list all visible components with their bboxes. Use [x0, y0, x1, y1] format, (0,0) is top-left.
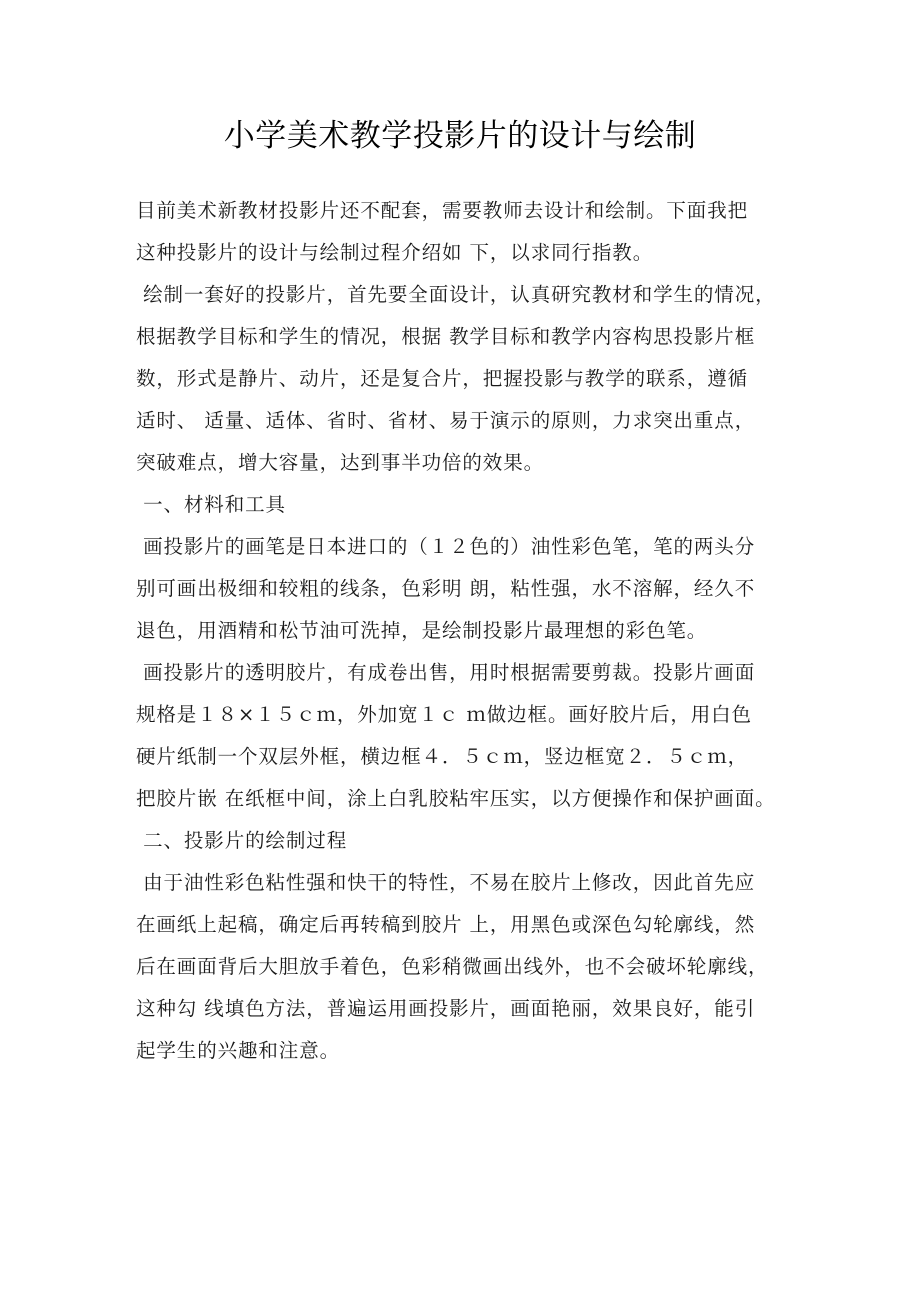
paragraph-design-line-3: 数，形式是静片、动片，还是复合片，把握投影与教学的联系，遵循: [136, 367, 749, 390]
paragraph-pens-line-3: 退色，用酒精和松节油可洗掉，是绘制投影片最理想的彩色笔。: [136, 619, 708, 642]
paragraph-film-line-4: 把胶片嵌 在纸框中间，涂上白乳胶粘牢压实，以方便操作和保护画面。: [136, 787, 776, 810]
paragraph-film-line-3: 硬片纸制一个双层外框，横边框４．５ｃｍ，竖边框宽２．５ｃｍ，: [136, 745, 749, 768]
section-heading-materials: 一、材料和工具: [136, 493, 286, 516]
paragraph-film-line-2: 规格是１８×１５ｃｍ，外加宽１ｃ ｍ做边框。画好胶片后，用白色: [136, 703, 752, 726]
section-heading-process: 二、投影片的绘制过程: [136, 829, 348, 852]
paragraph-process-line-4: 这种勾 线填色方法，普遍运用画投影片，画面艳丽，效果良好，能引: [136, 997, 756, 1020]
paragraph-intro-line-1: 目前美术新教材投影片还不配套，需要教师去设计和绘制。下面我把: [136, 199, 749, 222]
paragraph-design-line-5: 突破难点，增大容量，达到事半功倍的效果。: [136, 451, 545, 474]
paragraph-pens-line-2: 别可画出极细和较粗的线条，色彩明 朗，粘性强，水不溶解，经久不: [136, 577, 756, 600]
paragraph-film-line-1: 画投影片的透明胶片，有成卷出售，用时根据需要剪裁。投影片画面: [136, 661, 756, 684]
paragraph-intro-line-2: 这种投影片的设计与绘制过程介绍如 下，以求同行指教。: [136, 241, 654, 264]
paragraph-process-line-5: 起学生的兴趣和注意。: [136, 1039, 341, 1062]
paragraph-design-line-2: 根据教学目标和学生的情况，根据 教学目标和教学内容构思投影片框: [136, 325, 756, 348]
paragraph-design-line-4: 适时、 适量、适体、省时、省材、易于演示的原则，力求突出重点，: [136, 409, 756, 432]
document-body: [136, 190, 796, 1072]
paragraph-process-line-3: 后在画面背后大胆放手着色，色彩稍微画出线外，也不会破坏轮廓线，: [136, 955, 769, 978]
paragraph-process-line-2: 在画纸上起稿，确定后再转稿到胶片 上，用黑色或深色勾轮廓线，然: [136, 913, 756, 936]
paragraph-design-line-1: 绘制一套好的投影片，首先要全面设计，认真研究教材和学生的情况，: [136, 283, 776, 306]
document-title: 小学美术教学投影片的设计与绘制: [223, 118, 697, 154]
paragraph-process-line-1: 由于油性彩色粘性强和快干的特性，不易在胶片上修改，因此首先应: [136, 871, 756, 894]
paragraph-pens-line-1: 画投影片的画笔是日本进口的（１２色的）油性彩色笔，笔的两头分: [136, 535, 756, 558]
